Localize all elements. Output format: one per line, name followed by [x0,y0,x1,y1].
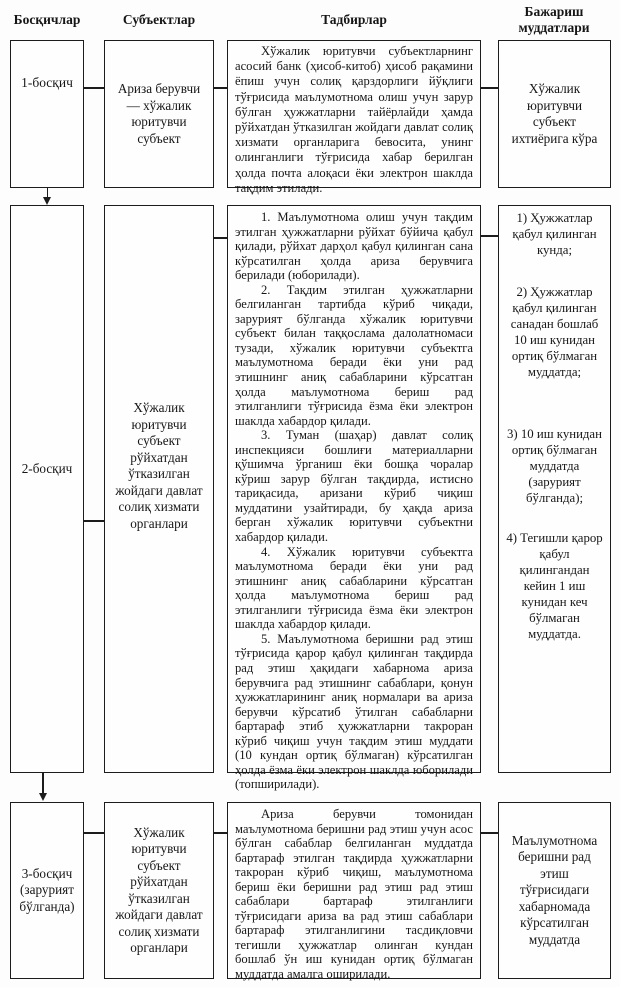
connector-row1-action-deadline [481,87,498,89]
flow-arrow-2-head [39,793,47,801]
deadline-2-box [498,205,611,773]
stage-3-label: 3-босқич (зарурият бўлганда) [19,865,75,914]
flow-arrow-1-head [43,197,51,205]
connector-row1-stage-subject [84,87,104,89]
deadline-2-item-4: 4) Тегишли қарор қабул қилингандан кейин 1 иш кунидан кеч бўлмаган муддатда. [506,531,603,641]
column-header-deadlines: Бажариш муддатлари [518,4,590,35]
flow-arrow-2-line [42,773,44,794]
stage-2-label: 2-босқич [21,460,73,476]
deadline-2-item-3: 3) 10 иш кунидан ортиқ бўлмаган муддатда (зарурият бўлганда); [507,427,602,505]
connector-row3-action-deadline [481,832,498,834]
stage-1-box [10,40,84,188]
column-header-subjects: Субъектлар [122,12,196,27]
action-2-step-5: 5. Маълумотнома беришни рад этиш тўғрисида қарор қабул қилинган тақдирда рад этиш ҳақидаги хабарнома ариза берувчига рад этишнинг сабаблари, қонун ҳужжатларининг аниқ нормалари ва ариза берувчи кўрсатиб ўтилган сабабларни бартараф этиб ҳужжатларни такроран кўриб чиқиш учун тақдим этиш муддати (10 кундан ортиқ бўлмаган) кўрсатилган ҳолда ёзма ёки электрон шаклда юборилади (топширилади). [235,631,473,792]
deadline-2-item-2: 2) Ҳужжатлар қабул қилинган санадан бошлаб 10 иш кунидан ортиқ бўлмаган муддатда; [510,285,599,379]
action-2-box [227,205,481,792]
connector-row3-stage-subject [84,832,104,834]
deadline-1-text: Хўжалик юритувчи субъект ихтиёрига кўра [511,81,598,146]
connector-row2-stage-subject [84,520,104,522]
subject-3-box [104,802,214,979]
connector-row2-subject-action [214,237,227,239]
subject-1-text: Ариза берувчи — хўжалик юритувчи субъект [117,81,201,146]
action-2-step-3: 3. Туман (шаҳар) давлат солиқ инспекцияси бошлиғи материалларни қўшимча ўрганиш ёки бошқа чоралар кўриш зарур бўлган тақдирда, истисно тариқасида, аризани кўриб чиқиш муддатини узайтиради, бу ҳақда ариза берган хўжалик юритувчи субъектни хабардор қилади. [235,428,473,545]
deadline-3-text: Маълумотнома беришни рад этиш тўғрисидаги хабарномада кўрсатилган муддатда [511,832,598,947]
column-header-actions: Тадбирлар [321,12,387,27]
deadline-2-item-1: 1) Ҳужжатлар қабул қилинган кунда; [512,211,597,257]
action-2-step-4: 4. Хўжалик юритувчи субъектга маълумотнома беради ёки уни рад этишнинг аниқ сабабларини кўрсатган ҳолда маълумотнома бериш рад этилганлиги тўғрисида ёзма ёки электрон шаклда хабардор қилади. [235,544,473,632]
action-3-text: Ариза берувчи томонидан маълумотнома беришни рад этиш учун асос бўлган сабаблар белгиланган муддатда бартараф этилган тақдирда ҳужжатларни такроран кўриб чиқиш, маълумотнома бериш ёки беришни рад этиш рад этиш сабаблари бартараф этилганлиги тўғрисидаги ариза ва рад этиш сабаблари бартараф этилганлигини тасдиқловчи тегишли ҳужжатлар олинган кундан бошлаб ўн иш кунидан ортиқ бўлмаган муддатда амалга оширилади. [235,807,473,982]
action-1-text: Хўжалик юритувчи субъектларнинг асосий банк (ҳисоб-китоб) ҳисоб рақамини ёпиш учун солиқ қарздорлиги йўқлиги тўғрисида маълумотнома олиш учун зарур бўлган ҳужжатларни тайёрлайди ҳамда рўйхатдан ўтказилган жойдаги давлат солиқ хизмати органларига бевосита, унинг олинганлиги тўғрисида хабар берилган ҳолда почта алоқаси ёки электрон шаклда тақдим этилади. [235,44,473,195]
stage-1-label: 1-босқич [21,75,73,90]
deadline-1-box [498,40,611,188]
action-3-box [227,802,481,982]
connector-row3-subject-action [214,832,227,834]
action-2-step-1: 1. Маълумотнома олиш учун тақдим этилган ҳужжатларни рўйхат бўйича қабул қилади, рўйхат дарҳол қабул қилинган сана кўрсатилган ҳолда ариза берувчига берилади (юборилади). [235,210,473,283]
column-header-stages: Босқичлар [13,12,81,27]
subject-2-text: Хўжалик юритувчи субъект рўйхатдан ўтказилган жойдаги давлат солиқ хизмати органлари [115,400,203,531]
connector-row1-subject-action [214,87,227,89]
action-2-step-2: 2. Тақдим этилган ҳужжатларни белгиланган тартибда кўриб чиқади, зарурият бўлганда хўжалик юритувчи субъект билан таққослама далолатномаси тузади, хўжалик юритувчи субъектга маълумотнома беради ёки уни рад этишнинг аниқ сабабларини кўрсатган ҳолда маълумотнома бериш рад этилганлиги тўғрисида ёзма ёки электрон шаклда хабардор қилади. [235,282,473,428]
connector-row2-action-deadline [481,235,498,237]
subject-3-text: Хўжалик юритувчи субъект рўйхатдан ўтказилган жойдаги давлат солиқ хизмати органлари [115,824,203,955]
subject-2-box [104,205,214,773]
stage-2-box [10,205,84,773]
subject-1-box [104,40,214,188]
stage-3-box [10,802,84,979]
deadline-3-box [498,802,611,979]
action-1-box [227,40,481,195]
